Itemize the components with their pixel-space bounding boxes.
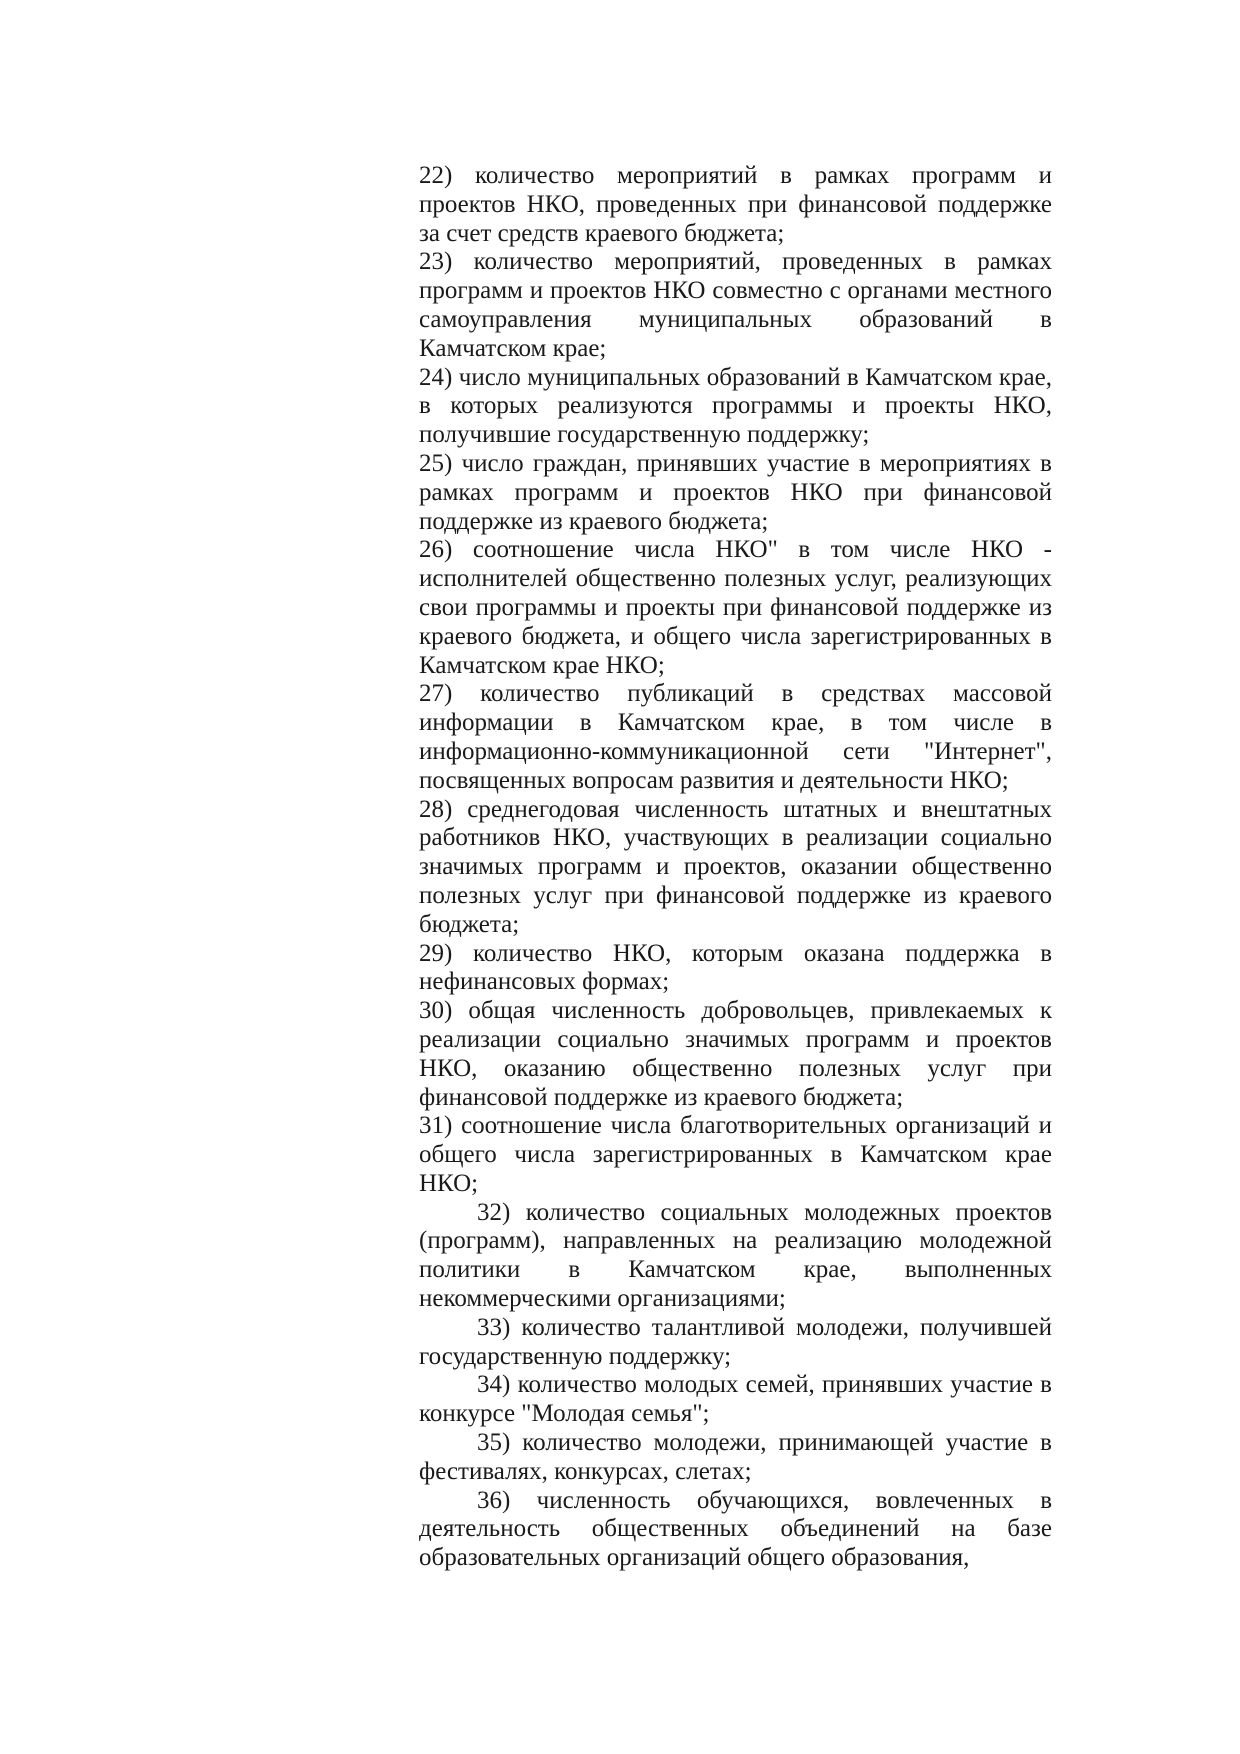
- list-item-34: 34) количество молодых семей, принявших участие в конкурсе "Молодая семья";: [419, 1371, 1052, 1428]
- list-item-26: 26) соотношение числа НКО" в том числе НКО - исполнителей общественно полезных услуг, реализующих свои программы и проекты при финансовой поддержке из краевого бюджета, и общего числа зарегистрированных в Камчатском крае НКО;: [419, 536, 1052, 679]
- list-item-28: 28) среднегодовая численность штатных и внештатных работников НКО, участвующих в реализации социально значимых программ и проектов, оказании общественно полезных услуг при финансовой поддержке из краевого бюджета;: [419, 795, 1052, 938]
- list-item-31: 31) соотношение числа благотворительных организаций и общего числа зарегистрированных в Камчатском крае НКО;: [419, 1112, 1052, 1197]
- list-item-32: 32) количество социальных молодежных проектов (программ), направленных на реализацию молодежной политики в Камчатском крае, выполненных некоммерческими организациями;: [419, 1198, 1052, 1313]
- list-item-36: 36) численность обучающихся, вовлеченных в деятельность общественных объединений на базе образовательных организаций общего образования,: [419, 1486, 1052, 1572]
- list-item-23: 23) количество мероприятий, проведенных в рамках программ и проектов НКО совместно с органами местного самоуправления муниципальных образований в Камчатском крае;: [419, 248, 1052, 362]
- indicator-list: [419, 162, 1052, 1573]
- list-item-33: 33) количество талантливой молодежи, получившей государственную поддержку;: [419, 1313, 1052, 1370]
- list-item-35: 35) количество молодежи, принимающей участие в фестивалях, конкурсах, слетах;: [419, 1429, 1052, 1485]
- list-item-24: 24) число муниципальных образований в Камчатском крае, в которых реализуются программы и проекты НКО, получившие государственную поддержку;: [419, 363, 1052, 449]
- list-item-30: 30) общая численность добровольцев, привлекаемых к реализации социально значимых программ и проектов НКО, оказанию общественно полезных услуг при финансовой поддержке из краевого бюджета;: [419, 997, 1052, 1111]
- list-item-27: 27) количество публикаций в средствах массовой информации в Камчатском крае, в том числе в информационно-коммуникационной сети "Интернет", посвященных вопросам развития и деятельности НКО;: [419, 680, 1052, 794]
- list-item-22: 22) количество мероприятий в рамках программ и проектов НКО, проведенных при финансовой поддержке за счет средств краевого бюджета;: [419, 162, 1052, 247]
- list-item-29: 29) количество НКО, которым оказана поддержка в нефинансовых формах;: [419, 939, 1052, 996]
- list-item-25: 25) число граждан, принявших участие в мероприятиях в рамках программ и проектов НКО при финансовой поддержке из краевого бюджета;: [419, 449, 1052, 535]
